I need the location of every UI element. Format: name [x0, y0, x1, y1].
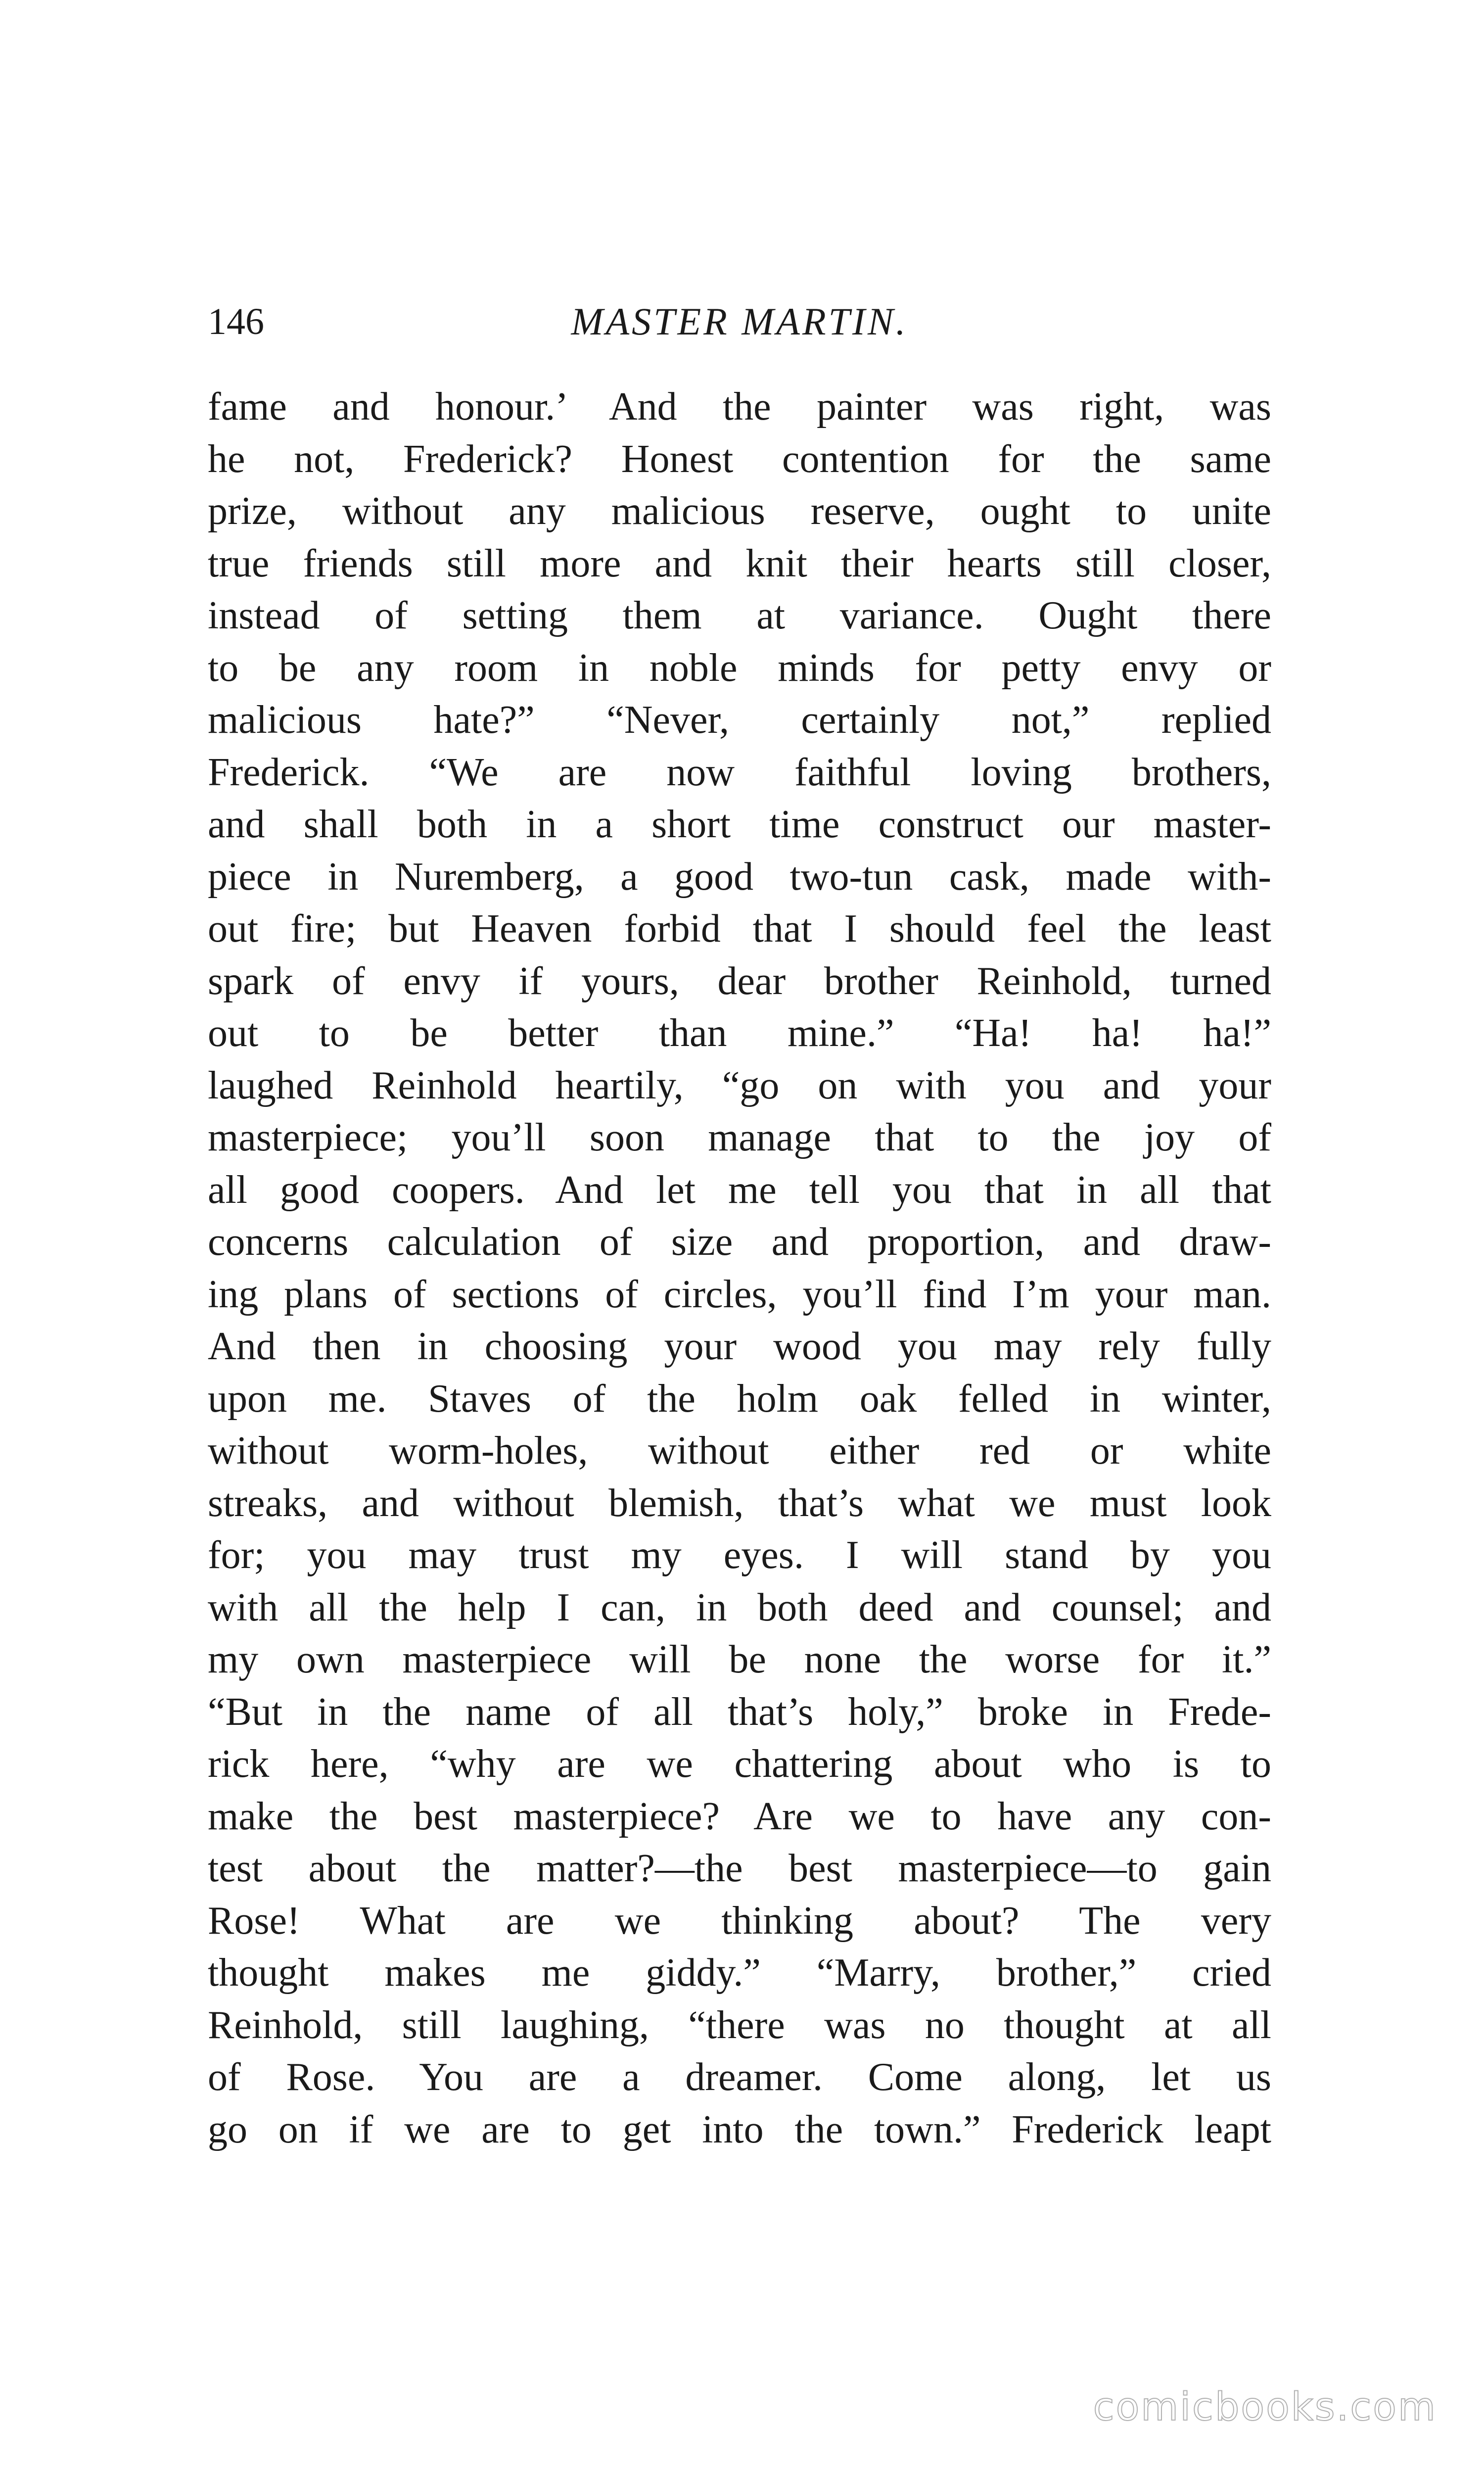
text-line: all good coopers. And let me tell you that in all that [208, 1168, 1271, 1212]
text-line: and shall both in a short time construct our master- [208, 803, 1271, 846]
text-line: without worm-holes, without either red or white [208, 1429, 1271, 1473]
text-line: thought makes me giddy.” “Marry, brother,” cried [208, 1951, 1271, 1995]
text-line: Rose! What are we thinking about? The very [208, 1899, 1271, 1943]
text-line: concerns calculation of size and proportion, and draw- [208, 1220, 1271, 1264]
text-line: to be any room in noble minds for petty envy or [208, 646, 1271, 690]
text-line: rick here, “why are we chattering about who is to [208, 1742, 1271, 1786]
page-number: 146 [208, 301, 264, 342]
text-line: And then in choosing your wood you may rely fully [208, 1325, 1271, 1368]
text-line: fame and honour.’ And the painter was right, was [208, 385, 1271, 428]
text-line: masterpiece; you’ll soon manage that to the joy of [208, 1116, 1271, 1159]
text-line: test about the matter?—the best masterpiece—to gain [208, 1847, 1271, 1890]
text-line: of Rose. You are a dreamer. Come along, let us [208, 2055, 1271, 2099]
text-line: spark of envy if yours, dear brother Reinhold, turned [208, 959, 1271, 1003]
text-line: out to be better than mine.” “Ha! ha! ha!” [208, 1011, 1271, 1055]
text-line: true friends still more and knit their hearts still closer, [208, 541, 1271, 585]
running-head [208, 294, 1271, 349]
text-line: prize, without any malicious reserve, ought to unite [208, 489, 1271, 533]
text-line: out fire; but Heaven forbid that I should feel the least [208, 907, 1271, 951]
text-line: upon me. Staves of the holm oak felled in winter, [208, 1377, 1271, 1421]
text-line: my own masterpiece will be none the worse for it.” [208, 1638, 1271, 1681]
text-line: for; you may trust my eyes. I will stand by you [208, 1533, 1271, 1577]
running-title: MASTER MARTIN. [571, 300, 908, 343]
text-line: with all the help I can, in both deed and counsel; and [208, 1585, 1271, 1629]
text-line: piece in Nuremberg, a good two-tun cask, made with- [208, 855, 1271, 899]
text-line: laughed Reinhold heartily, “go on with you and your [208, 1063, 1271, 1107]
text-line: Reinhold, still laughing, “there was no thought at all [208, 2003, 1271, 2047]
body-text [208, 381, 1271, 2156]
text-line: ing plans of sections of circles, you’ll find I’m your man. [208, 1272, 1271, 1316]
watermark: comicbooks.com [1093, 2385, 1437, 2429]
text-line: Frederick. “We are now faithful loving brothers, [208, 750, 1271, 794]
text-line: malicious hate?” “Never, certainly not,” replied [208, 698, 1271, 742]
text-line: he not, Frederick? Honest contention for the same [208, 437, 1271, 481]
text-line: instead of setting them at variance. Ought there [208, 594, 1271, 637]
text-line: make the best masterpiece? Are we to have any con- [208, 1794, 1271, 1838]
text-line: “But in the name of all that’s holy,” broke in Frede- [208, 1690, 1271, 1734]
text-line: streaks, and without blemish, that’s what we must look [208, 1481, 1271, 1525]
text-line: go on if we are to get into the town.” Frederick leapt [208, 2107, 1271, 2151]
